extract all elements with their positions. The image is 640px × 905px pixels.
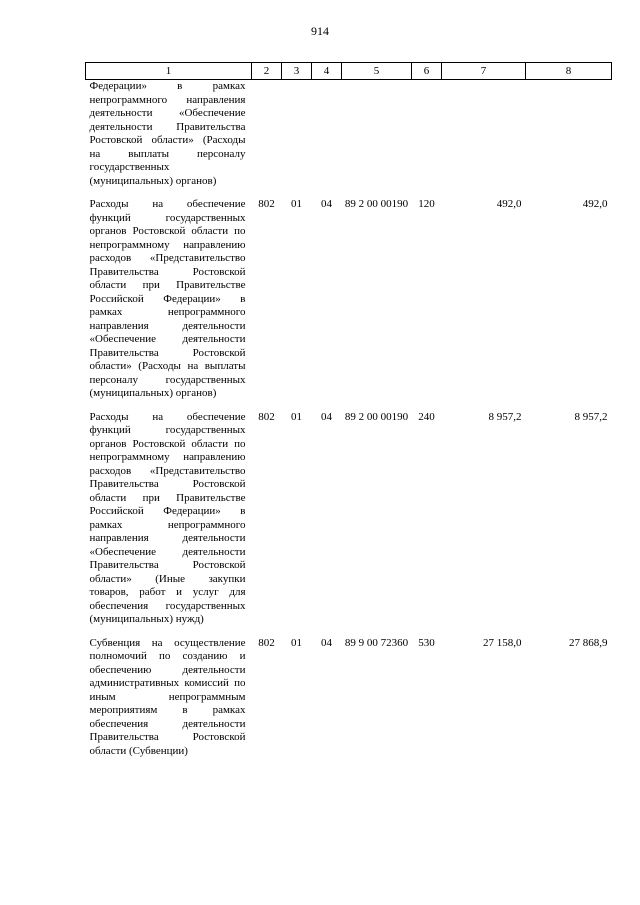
row-description: Расходы на обеспечение функций государственных органов Ростовской области по непрограммному направлению расходов «Представительство Правительства Ростовской области при Правительстве Российской Федерации» в рамках непрограммного направления деятельности «Обеспечение деятельности Правительства Ростовской области» (Иные закупки товаров, работ и услуг для обеспечения государственных (муниципальных) нужд) [89,410,246,625]
cell-amount-year2: 492,0 [582,198,608,210]
column-header: 4 [312,63,342,80]
table-row [86,411,612,637]
row-description: Федерации» в рамках непрограммного направления деятельности «Обеспечение деятельности Правительства Ростовской области» (Расходы на выплаты персоналу государственных (муниципальных) органов) [89,80,246,187]
cell-amount-year1: 27 158,0 [483,636,522,649]
cell-ministry-code: 802 [258,410,275,423]
cell-target-code: 89 2 00 00190 [344,198,409,210]
column-header: 3 [282,63,312,80]
cell-target-code [342,80,412,199]
cell-ministry-code [252,80,282,199]
cell-expense-type: 240 [418,410,435,423]
page-number: 914 [311,24,329,38]
table-row [86,198,612,411]
cell-target-code: 89 2 00 00190 [344,410,409,423]
table-row [86,80,612,199]
column-header: 8 [526,63,612,80]
cell-section-code [282,80,312,199]
cell-ministry-code: 802 [258,198,275,210]
cell-amount-year1: 492,0 [496,198,522,210]
column-header: 6 [412,63,442,80]
cell-amount-year2 [526,80,612,199]
column-number-header [86,63,612,80]
cell-target-code: 89 9 00 72360 [344,636,409,649]
cell-subsection-code: 04 [321,198,332,210]
cell-expense-type [412,80,442,199]
cell-expense-type: 120 [418,198,435,210]
column-header: 1 [86,63,252,80]
cell-amount-year2: 27 868,9 [569,636,608,649]
cell-section-code: 01 [291,410,302,423]
table-row [86,637,612,759]
budget-table [85,62,612,758]
cell-subsection-code [312,80,342,199]
column-header: 7 [442,63,526,80]
cell-subsection-code: 04 [321,636,332,649]
cell-section-code: 01 [291,636,302,649]
row-description: Субвенция на осуществление полномочий по созданию и обеспечению деятельности административных комиссий по иным непрограммным мероприятиям в рамках обеспечения деятельности Правительства Ростовской области (Субвенции) [89,636,246,757]
column-header: 2 [252,63,282,80]
cell-ministry-code: 802 [258,636,275,649]
column-header: 5 [342,63,412,80]
cell-expense-type: 530 [418,636,435,649]
cell-section-code: 01 [291,198,302,210]
cell-amount-year1 [442,80,526,199]
row-description: Расходы на обеспечение функций государственных органов Ростовской области по непрограммному направлению расходов «Представительство Правительства Ростовской области при Правительстве Российской Федерации» в рамках непрограммного направления деятельности «Обеспечение деятельности Правительства Ростовской области» (Расходы на выплаты персоналу государственных (муниципальных) органов) [89,198,246,399]
cell-subsection-code: 04 [321,410,332,423]
cell-amount-year1: 8 957,2 [488,410,522,423]
cell-amount-year2: 8 957,2 [574,410,608,423]
